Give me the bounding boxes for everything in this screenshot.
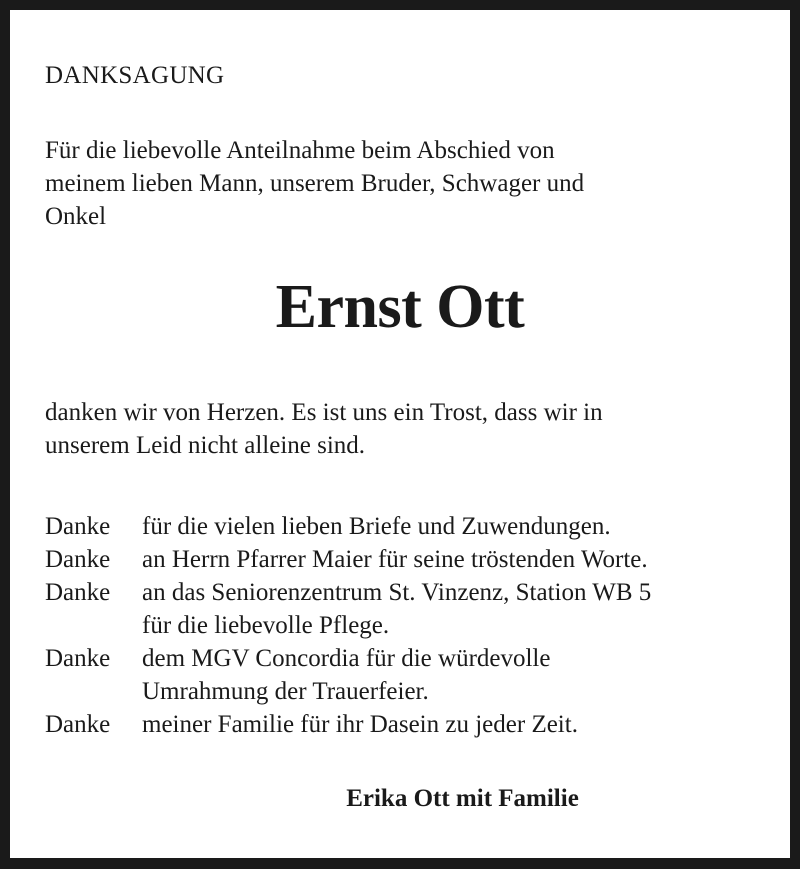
thanks-item-text: an Herrn Pfarrer Maier für seine tröstenden Worte. xyxy=(142,546,648,573)
thanks-label: Danke xyxy=(45,711,111,738)
intro-line: meinem lieben Mann, unserem Bruder, Schwager und xyxy=(45,170,585,197)
signature: Erika Ott mit Familie xyxy=(346,785,579,812)
thanks-item-text: dem MGV Concordia für die würdevolle xyxy=(142,645,551,672)
thanks-item-text: für die vielen lieben Briefe und Zuwendungen. xyxy=(142,513,611,540)
thanks-label: Danke xyxy=(45,513,111,540)
thanks-item xyxy=(45,543,651,576)
thanks-item xyxy=(45,510,651,543)
thanks-line: danken wir von Herzen. Es ist uns ein Trost, dass wir in xyxy=(45,399,603,426)
thanks-item-text: an das Seniorenzentrum St. Vinzenz, Station WB 5 xyxy=(142,579,652,606)
thanks-item xyxy=(45,708,651,741)
thanks-list xyxy=(45,510,651,741)
thanks-label: Danke xyxy=(45,546,111,573)
thanks-label: Danke xyxy=(45,645,111,672)
intro-line: Für die liebevolle Anteilnahme beim Abschied von xyxy=(45,137,555,164)
intro-text xyxy=(45,134,765,233)
thanks-label: Danke xyxy=(45,579,111,606)
thanks-item xyxy=(45,576,651,642)
deceased-name: Ernst Ott xyxy=(275,273,525,341)
notice-heading: DANKSAGUNG xyxy=(45,62,225,89)
thanks-item-text: für die liebevolle Pflege. xyxy=(142,612,390,639)
thanks-item-text: Umrahmung der Trauerfeier. xyxy=(142,678,429,705)
thanks-text xyxy=(45,396,765,462)
intro-line: Onkel xyxy=(45,203,107,230)
thanks-item xyxy=(45,642,651,708)
thanks-item-text: meiner Familie für ihr Dasein zu jeder Zeit. xyxy=(142,711,578,738)
thanks-line: unserem Leid nicht alleine sind. xyxy=(45,432,366,459)
